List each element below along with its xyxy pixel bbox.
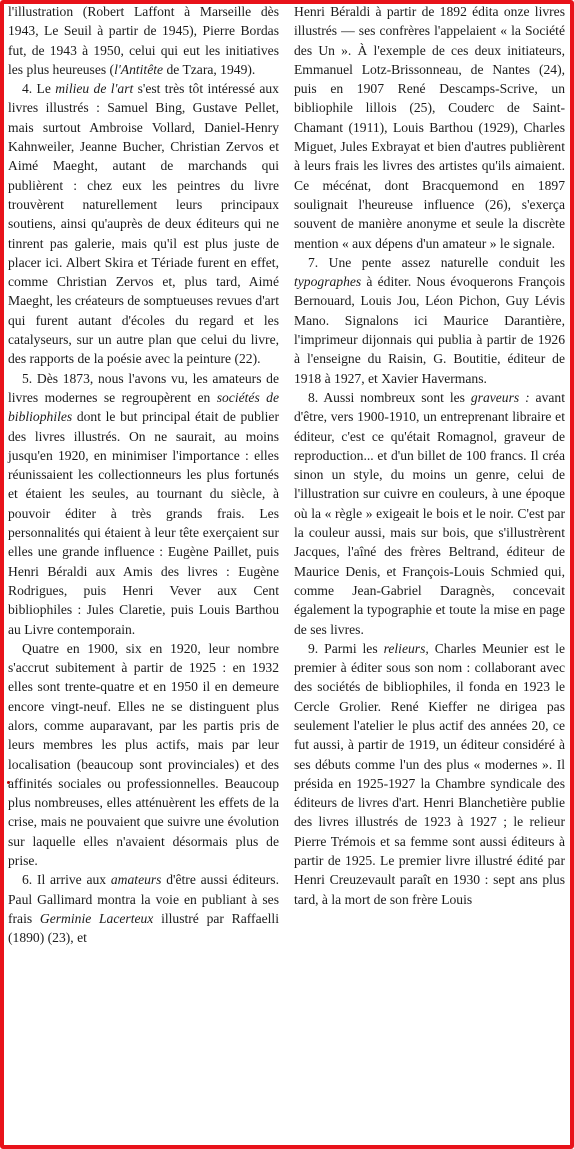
left-column xyxy=(8,0,279,1145)
right-column xyxy=(294,0,565,1145)
paragraph-amateurs: 6. Il arrive aux amateurs d'être aussi éditeurs. Paul Gallimard montra la voie en publiant à ses frais Germinie Lacerteux illustré par Raffaelli (1890) (23), et xyxy=(8,872,279,946)
paragraph-nombre-societes: Quatre en 1900, six en 1920, leur nombre s'accrut subitement à partir de 1925 : en 1932 elles sont trente-quatre et en 1950 il en demeure encore vingt-neuf. Elles ne se distinguent plus alors, comme auparavant, par les partis pris de leurs membres les plus actifs, mais par leur localisation (beaucoup sont provinciales) et des affinités sociales ou professionnelles. Beaucoup plus nombreuses, elles atténuèrent les effets de la crise, mais ne pouvaient que suivre une évolution sur laquelle elles n'avaient désormais plus de prise. xyxy=(8,640,279,869)
paragraph-graveurs: 8. Aussi nombreux sont les graveurs : avant d'être, vers 1900-1910, un entreprenant libraire et éditeur, c'est ce qu'était Romagnol, graveur de reproduction... et d'un billet de 100 francs. Il créa sinon un style, du moins un genre, celui de l'illustration sur cuivre en couleurs, à une époque où la « règle » exigeait le bois et le noir. C'est par la couleur aussi, mais sur bois, que s'illustrèrent Jacques, l'aîné des frères Beltrand, éditeur de Maurice Denis, et François-Louis Schmied qui, comme Jean-Gabriel Daragnès, concevait également la typographie et toute la mise en page de ses livres. xyxy=(294,389,565,637)
paragraph-relieurs: 9. Parmi les relieurs, Charles Meunier est le premier à éditer sous son nom : collaborant avec des sociétés de bibliophiles, il fonda en 1923 le Cercle Grolier. René Kieffer ne dirigea pas seulement l'atelier le plus actif des années 20, ce fut aussi, à partir de 1919, un éditeur considéré à ses débuts comme l'un des plus « modernes ». Il présida en 1925-1927 la Chambre syndicale des éditeurs de livres d'art. Henri Blanchetière publie des livres illustrés de 1923 à 1927 ; le relieur Pierre Trémois et sa femme sont aussi éditeurs à partir de 1925. Le premier livre illustré édité par Henri Creuzevault paraît en 1930 : sept ans plus tard, à la mort de son frère Louis xyxy=(294,640,565,907)
paragraph-societes-de-bibliophiles: 5. Dès 1873, nous l'avons vu, les amateurs de livres modernes se regroupèrent en sociétés de bibliophiles dont le but principal était de publier des livres illustrés. On ne saurait, au moins jusqu'en 1920, en minimiser l'importance : elles réunissaient les collectionneurs les plus fortunés et étaient les seules, au tournant du siècle, à pouvoir éditer à très grands frais. Les personnalités qui étaient à leur tête exerçaient sur elles une grande influence : Eugène Paillet, puis Henri Béraldi aux Amis des livres : Eugène Rodrigues, puis Henri Vever aux Cent bibliophiles : Jules Claretie, puis Louis Barthou au Livre contemporain. xyxy=(8,370,279,637)
document-page xyxy=(8,0,568,1145)
paragraph-milieu-de-l-art: 4. Le milieu de l'art s'est très tôt intéressé aux livres illustrés : Samuel Bing, Gustave Pellet, mais surtout Ambroise Vollard, Daniel-Henry Kahnweiler, Jeanne Bucher, Christian Zervos et Aimé Maeght, autant de marchands qui publièrent : chez eux les peintres du livre trouvèrent naturellement leurs principaux soutiens, ainsi qu'auprès de deux éditeurs qui ne tinrent pas galerie, mais qu'il est plus juste de placer ici. Albert Skira et Tériade furent en effet, comme Christian Zervos et, plus tard, Aimé Maeght, les créateurs de somptueuses revues d'art qui furent autant d'écoles du regard et les catalyseurs, sur un autre plan que celui du livre, des rapports de la poésie avec la peinture (22). xyxy=(8,81,279,367)
paragraph-beraldi: Henri Béraldi à partir de 1892 édita onze livres illustrés — ses confrères l'appelaient « la Société des Un ». À l'exemple de ces deux initiateurs, Emmanuel Lotz-Brissonneau, de Nantes (24), puis en 1907 René Descamps-Scrive, un bibliophile lillois (25), Couderc de Saint-Chamant (1911), Louis Barthou (1929), Charles Miguet, Jules Exbrayat et bien d'autres publièrent à leurs frais les livres des artistes qu'ils aimaient. Ce mécénat, dont Bracquemond en 1897 soulignait l'heureuse influence (26), s'exerça souvent de manière anonyme et seule la discrète mention « aux dépens d'un amateur » le signale. xyxy=(294,4,565,251)
paragraph-illustration-publishers: l'illustration (Robert Laffont à Marseille dès 1943, Le Seuil à partir de 1945), Pierre Bordas fut, de 1943 à 1950, celui qui eut les initiatives les plus heureuses (l'Antitête de Tzara, 1949). xyxy=(8,4,279,77)
paragraph-typographes: 7. Une pente assez naturelle conduit les typographes à éditer. Nous évoquerons François Bernouard, Louis Jou, Léon Pichon, Guy Lévis Mano. Signalons ici Maurice Darantière, l'imprimeur dijonnais qui publia à partir de 1926 à l'enseigne du Raisin, G. Boutitie, éditeur de 1918 à 1927, et Xavier Havermans. xyxy=(294,254,565,386)
